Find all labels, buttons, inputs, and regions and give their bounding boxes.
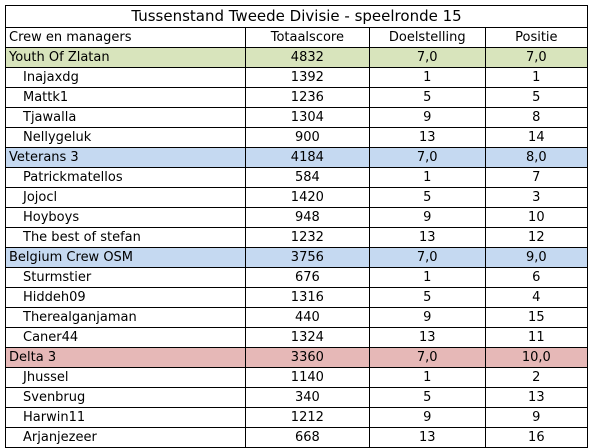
crew-name: Veterans 3 [6, 148, 246, 168]
manager-total-score: 900 [245, 128, 369, 148]
crew-name: Delta 3 [6, 348, 246, 368]
manager-position: 7 [485, 168, 587, 188]
manager-position: 5 [485, 88, 587, 108]
manager-row [6, 368, 588, 388]
manager-row [6, 128, 588, 148]
manager-name: Tjawalla [6, 108, 246, 128]
manager-row [6, 68, 588, 88]
crew-total-score: 3756 [245, 248, 369, 268]
manager-row [6, 408, 588, 428]
manager-position: 16 [485, 428, 587, 448]
column-header-row [6, 28, 588, 48]
manager-goal: 9 [369, 208, 485, 228]
crew-position: 8,0 [485, 148, 587, 168]
manager-name: Jhussel [6, 368, 246, 388]
manager-goal: 9 [369, 308, 485, 328]
manager-name: Caner44 [6, 328, 246, 348]
manager-row [6, 268, 588, 288]
manager-name: Jojocl [6, 188, 246, 208]
manager-goal: 9 [369, 108, 485, 128]
manager-name: Harwin11 [6, 408, 246, 428]
manager-total-score: 1140 [245, 368, 369, 388]
manager-goal: 5 [369, 388, 485, 408]
crew-name: Belgium Crew OSM [6, 248, 246, 268]
column-header-position: Positie [485, 28, 587, 48]
manager-goal: 1 [369, 168, 485, 188]
manager-row [6, 108, 588, 128]
manager-name: Inajaxdg [6, 68, 246, 88]
manager-goal: 1 [369, 68, 485, 88]
manager-position: 1 [485, 68, 587, 88]
crew-row [6, 348, 588, 368]
manager-row [6, 328, 588, 348]
manager-total-score: 1392 [245, 68, 369, 88]
manager-total-score: 1212 [245, 408, 369, 428]
manager-goal: 13 [369, 428, 485, 448]
manager-position: 13 [485, 388, 587, 408]
manager-name: Arjanjezeer [6, 428, 246, 448]
manager-row [6, 88, 588, 108]
manager-position: 4 [485, 288, 587, 308]
manager-row [6, 228, 588, 248]
manager-position: 9 [485, 408, 587, 428]
manager-goal: 1 [369, 368, 485, 388]
manager-row [6, 388, 588, 408]
manager-total-score: 1420 [245, 188, 369, 208]
manager-total-score: 340 [245, 388, 369, 408]
crew-position: 10,0 [485, 348, 587, 368]
manager-total-score: 1304 [245, 108, 369, 128]
standings-table [5, 5, 588, 448]
manager-total-score: 1316 [245, 288, 369, 308]
manager-position: 2 [485, 368, 587, 388]
manager-row [6, 168, 588, 188]
manager-name: Hoyboys [6, 208, 246, 228]
crew-position: 7,0 [485, 48, 587, 68]
manager-total-score: 584 [245, 168, 369, 188]
crew-name: Youth Of Zlatan [6, 48, 246, 68]
manager-name: The best of stefan [6, 228, 246, 248]
manager-total-score: 676 [245, 268, 369, 288]
manager-row [6, 288, 588, 308]
manager-goal: 5 [369, 88, 485, 108]
manager-row [6, 208, 588, 228]
crew-total-score: 3360 [245, 348, 369, 368]
manager-position: 8 [485, 108, 587, 128]
manager-position: 14 [485, 128, 587, 148]
manager-goal: 5 [369, 188, 485, 208]
manager-row [6, 428, 588, 448]
manager-total-score: 440 [245, 308, 369, 328]
crew-row [6, 248, 588, 268]
manager-goal: 13 [369, 228, 485, 248]
column-header-goal: Doelstelling [369, 28, 485, 48]
manager-position: 10 [485, 208, 587, 228]
manager-goal: 13 [369, 328, 485, 348]
manager-position: 11 [485, 328, 587, 348]
manager-name: Sturmstier [6, 268, 246, 288]
standings-body [6, 6, 588, 448]
crew-position: 9,0 [485, 248, 587, 268]
manager-position: 3 [485, 188, 587, 208]
crew-total-score: 4832 [245, 48, 369, 68]
manager-row [6, 308, 588, 328]
manager-total-score: 1324 [245, 328, 369, 348]
column-header-total: Totaalscore [245, 28, 369, 48]
manager-name: Patrickmatellos [6, 168, 246, 188]
manager-name: Therealganjaman [6, 308, 246, 328]
crew-goal: 7,0 [369, 48, 485, 68]
manager-name: Nellygeluk [6, 128, 246, 148]
crew-row [6, 148, 588, 168]
manager-name: Mattk1 [6, 88, 246, 108]
manager-row [6, 188, 588, 208]
manager-goal: 5 [369, 288, 485, 308]
page-title: Tussenstand Tweede Divisie - speelronde 15 [6, 6, 588, 28]
crew-goal: 7,0 [369, 248, 485, 268]
title-row [6, 6, 588, 28]
manager-name: Svenbrug [6, 388, 246, 408]
crew-total-score: 4184 [245, 148, 369, 168]
manager-goal: 1 [369, 268, 485, 288]
crew-goal: 7,0 [369, 348, 485, 368]
manager-name: Hiddeh09 [6, 288, 246, 308]
manager-position: 6 [485, 268, 587, 288]
manager-total-score: 1232 [245, 228, 369, 248]
manager-position: 12 [485, 228, 587, 248]
manager-total-score: 1236 [245, 88, 369, 108]
manager-goal: 9 [369, 408, 485, 428]
manager-goal: 13 [369, 128, 485, 148]
manager-total-score: 668 [245, 428, 369, 448]
column-header-crew: Crew en managers [6, 28, 246, 48]
manager-position: 15 [485, 308, 587, 328]
crew-goal: 7,0 [369, 148, 485, 168]
manager-total-score: 948 [245, 208, 369, 228]
crew-row [6, 48, 588, 68]
